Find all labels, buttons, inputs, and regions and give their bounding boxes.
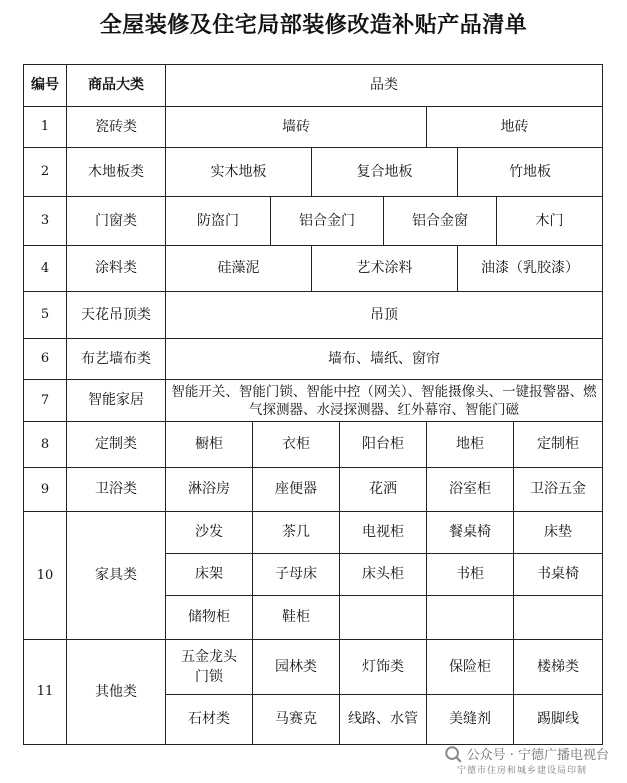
row-no: 11 xyxy=(24,640,67,745)
row-category: 家具类 xyxy=(67,512,166,640)
header-no: 编号 xyxy=(24,65,67,107)
table-row xyxy=(24,148,603,197)
item-cell: 竹地板 xyxy=(509,163,552,180)
item-cell: 地柜 xyxy=(427,422,514,468)
item-cell: 沙发 xyxy=(166,512,253,554)
row-no: 2 xyxy=(24,148,67,197)
item-cell: 墙砖 xyxy=(166,107,427,148)
item-cell: 线路、水管 xyxy=(340,695,427,745)
item-cell: 淋浴房 xyxy=(166,468,253,512)
item-cell: 床垫 xyxy=(514,512,603,554)
item-cell: 实木地板 xyxy=(166,148,312,196)
item-cell: 浴室柜 xyxy=(427,468,514,512)
item-cell: 艺术涂料 xyxy=(312,246,458,291)
item-cell: 餐桌椅 xyxy=(427,512,514,554)
item-cell: 园林类 xyxy=(253,640,340,695)
row-category: 卫浴类 xyxy=(67,468,166,512)
table-row xyxy=(24,292,603,339)
item-cell: 鞋柜 xyxy=(253,596,340,640)
table-row xyxy=(24,640,603,695)
item-cell: 书桌椅 xyxy=(514,554,603,596)
item-cell: 床架 xyxy=(166,554,253,596)
row-no: 7 xyxy=(24,380,67,422)
row-no: 10 xyxy=(24,512,67,640)
item-cell: 美缝剂 xyxy=(427,695,514,745)
row-category: 天花吊顶类 xyxy=(67,292,166,339)
row-no: 9 xyxy=(24,468,67,512)
row-category: 其他类 xyxy=(67,640,166,745)
row-category: 瓷砖类 xyxy=(67,107,166,148)
row-category: 布艺墙布类 xyxy=(67,339,166,380)
row-category: 智能家居 xyxy=(67,380,166,422)
item-cell: 踢脚线 xyxy=(514,695,603,745)
table-row xyxy=(24,107,603,148)
item-cell xyxy=(514,596,603,640)
item-cell: 马赛克 xyxy=(253,695,340,745)
table-header-row xyxy=(24,65,603,107)
item-cell: 铝合金窗 xyxy=(384,197,497,245)
item-cell: 复合地板 xyxy=(312,148,458,196)
watermark-text: 公众号 · 宁德广播电视台 xyxy=(466,748,609,763)
item-cell xyxy=(340,596,427,640)
item-cell: 花洒 xyxy=(340,468,427,512)
item-cell-text: 五金龙头门锁 xyxy=(181,649,237,685)
item-cell: 茶几 xyxy=(253,512,340,554)
row-category: 门窗类 xyxy=(67,197,166,246)
item-cell: 座便器 xyxy=(253,468,340,512)
row-no: 6 xyxy=(24,339,67,380)
item-cell: 防盗门 xyxy=(166,197,271,245)
item-cell: 储物柜 xyxy=(166,596,253,640)
item-cell: 子母床 xyxy=(253,554,340,596)
item-cell: 墙布、墙纸、窗帘 xyxy=(166,339,603,380)
item-cell: 定制柜 xyxy=(514,422,603,468)
table-row xyxy=(24,246,603,292)
row-category: 涂料类 xyxy=(67,246,166,292)
item-cell: 卫浴五金 xyxy=(514,468,603,512)
item-cell: 床头柜 xyxy=(340,554,427,596)
row-no: 8 xyxy=(24,422,67,468)
item-cell: 石材类 xyxy=(166,695,253,745)
item-cell: 阳台柜 xyxy=(340,422,427,468)
row-category: 定制类 xyxy=(67,422,166,468)
item-cell: 灯饰类 xyxy=(340,640,427,695)
item-cell xyxy=(427,596,514,640)
row-no: 5 xyxy=(24,292,67,339)
item-cell: 衣柜 xyxy=(253,422,340,468)
item-cell: 铝合金门 xyxy=(271,197,384,245)
table-row xyxy=(24,339,603,380)
row-no: 4 xyxy=(24,246,67,292)
table-row xyxy=(24,422,603,468)
imprint-text: 宁德市住房和城乡建设局印制 xyxy=(456,766,587,776)
item-group xyxy=(166,246,603,292)
item-group xyxy=(166,148,603,197)
row-category: 木地板类 xyxy=(67,148,166,197)
row-no: 3 xyxy=(24,197,67,246)
wechat-search-icon xyxy=(444,745,462,763)
page-title: 全屋装修及住宅局部装修改造补贴产品清单 xyxy=(99,13,528,38)
subsidy-product-table xyxy=(23,64,603,745)
item-cell: 硅藻泥 xyxy=(166,246,312,291)
table-row xyxy=(24,197,603,246)
item-group xyxy=(166,197,603,246)
item-cell: 书柜 xyxy=(427,554,514,596)
item-cell: 保险柜 xyxy=(427,640,514,695)
item-cell: 油漆（乳胶漆） xyxy=(481,260,580,277)
table-row xyxy=(24,512,603,554)
table-row xyxy=(24,380,603,422)
item-cell: 智能开关、智能门锁、智能中控（网关）、智能摄像头、一键报警器、燃气探测器、水浸探测器、红外幕帘、智能门磁 xyxy=(166,380,603,422)
row-no: 1 xyxy=(24,107,67,148)
item-cell xyxy=(166,640,253,695)
item-cell: 木门 xyxy=(535,212,564,229)
item-cell: 电视柜 xyxy=(340,512,427,554)
account-watermark xyxy=(444,744,609,763)
item-cell: 地砖 xyxy=(427,107,603,148)
header-items: 品类 xyxy=(166,65,603,107)
item-cell: 楼梯类 xyxy=(514,640,603,695)
item-cell: 吊顶 xyxy=(166,292,603,339)
item-cell: 橱柜 xyxy=(166,422,253,468)
table-row xyxy=(24,468,603,512)
header-category: 商品大类 xyxy=(67,65,166,107)
